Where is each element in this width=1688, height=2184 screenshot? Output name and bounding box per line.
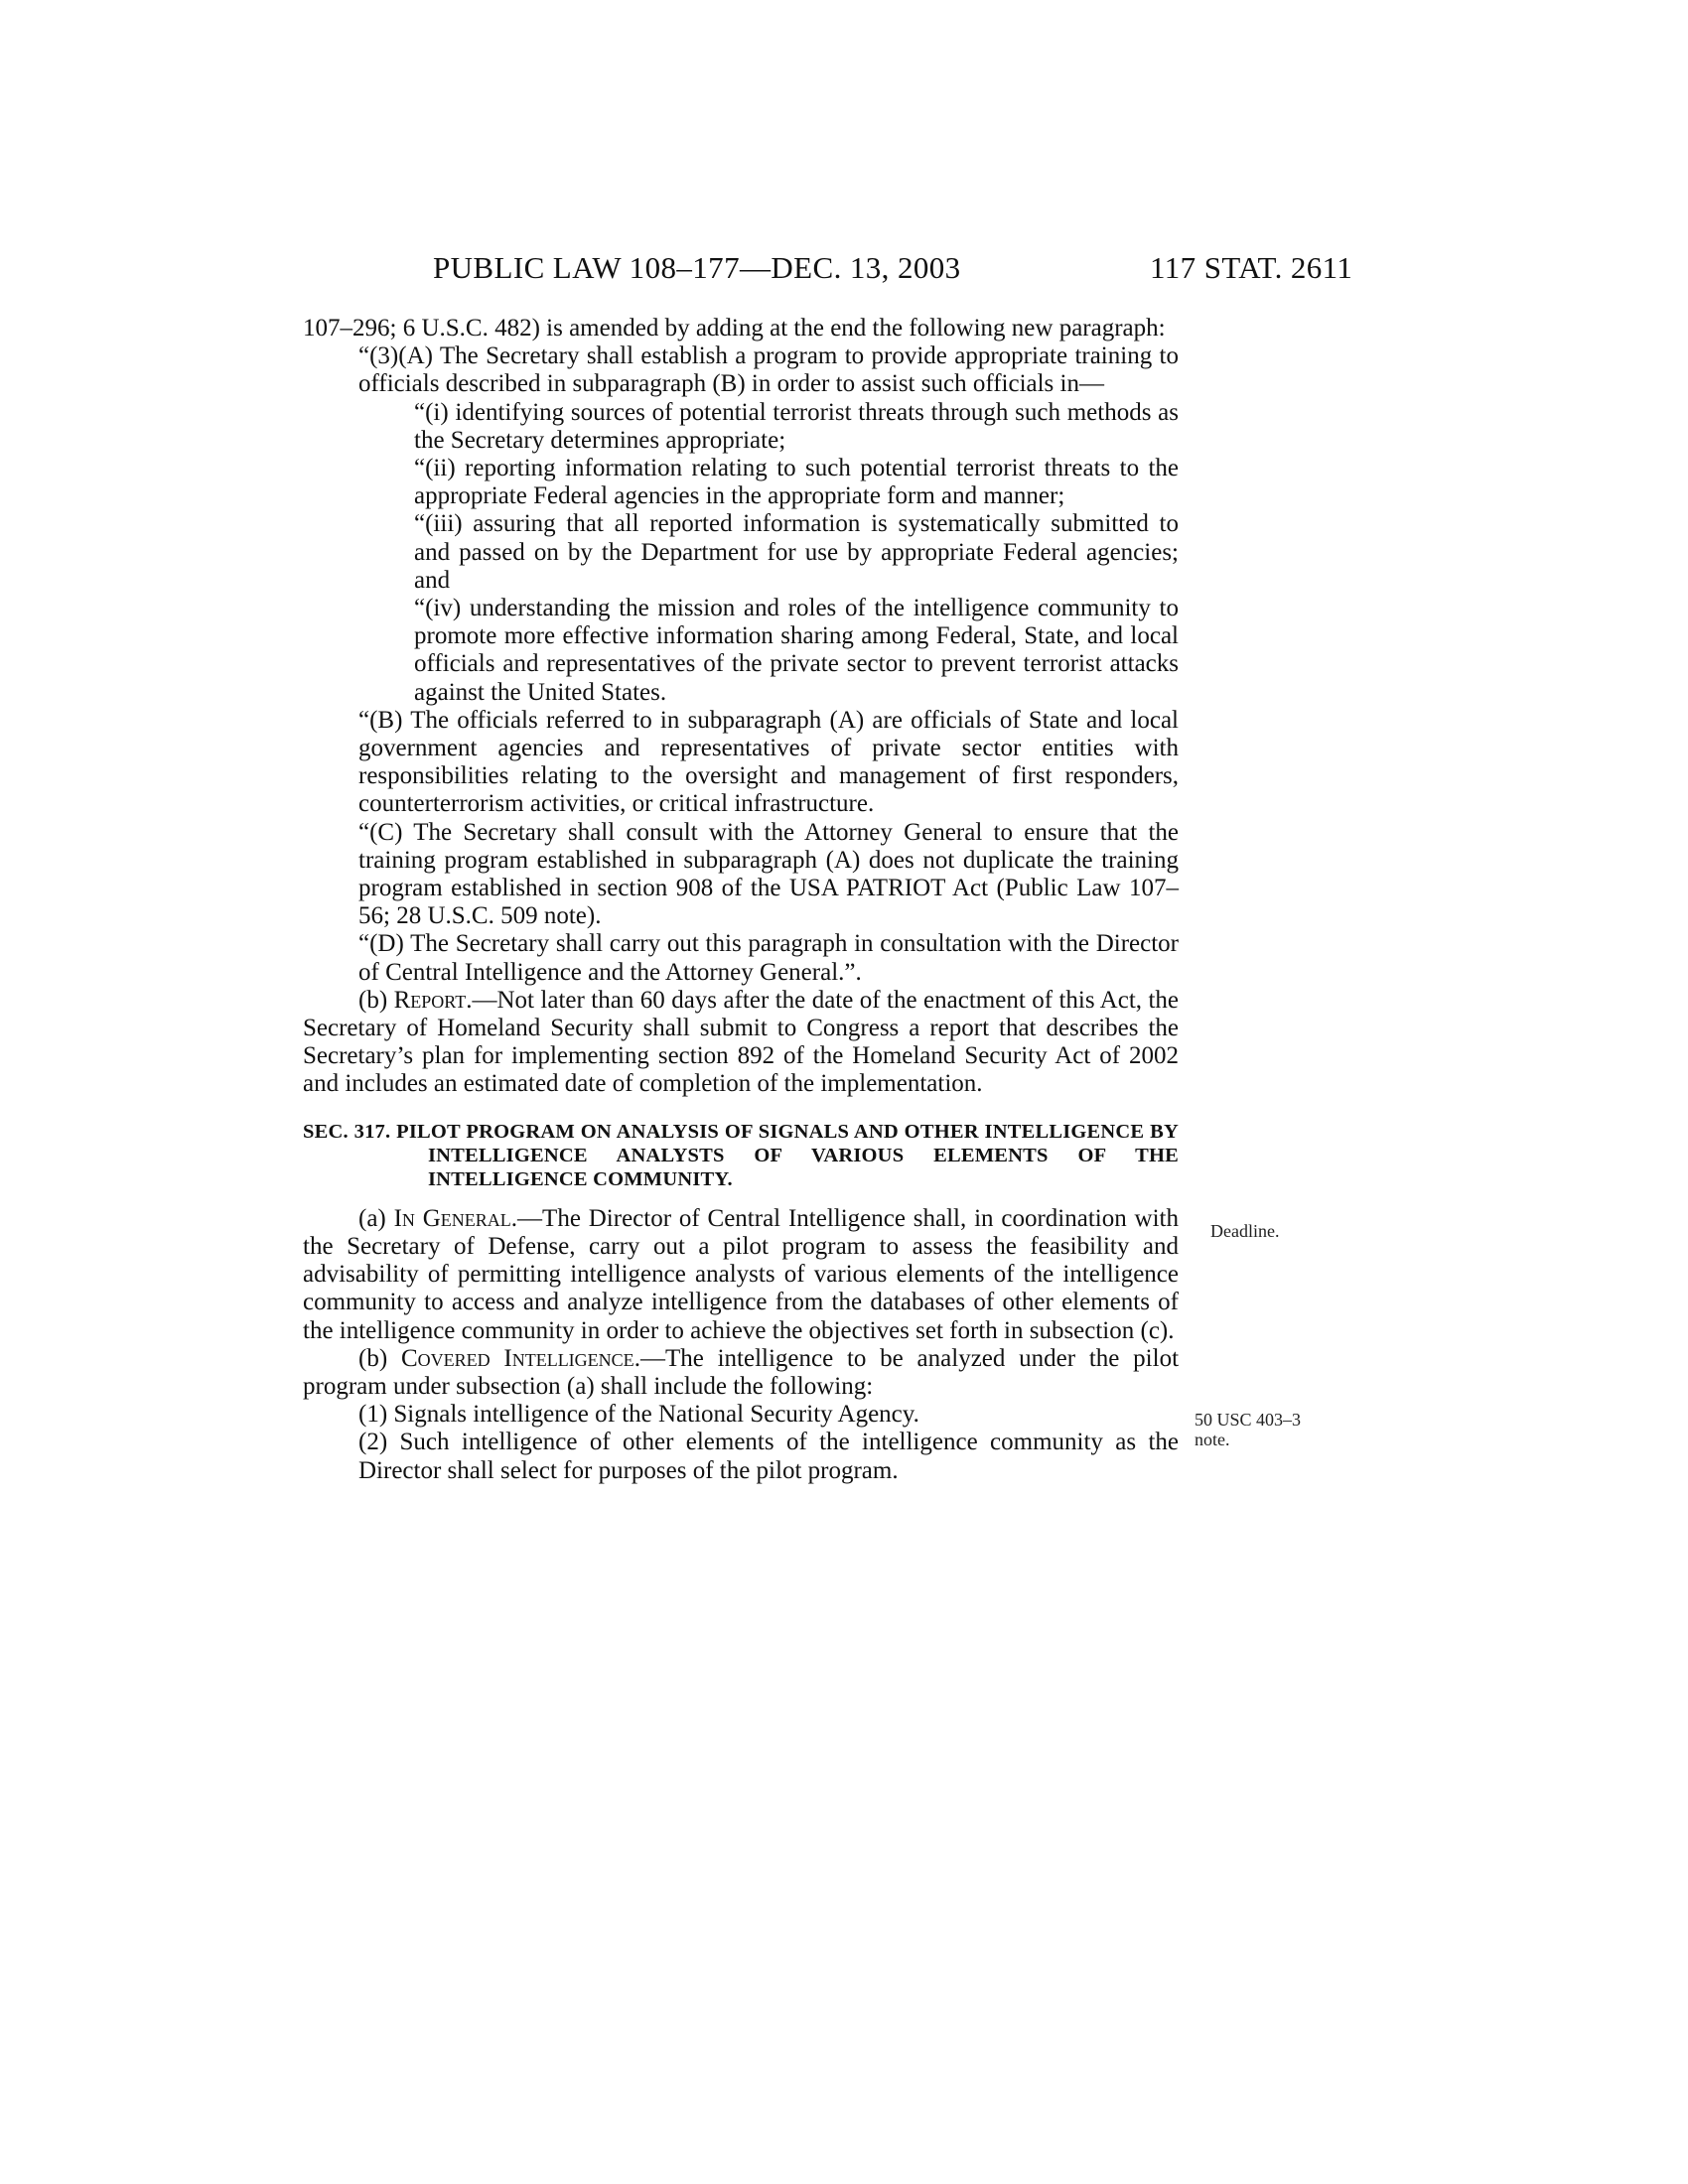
clause-iii: “(iii) assuring that all reported information is systematically submitted to and passed on by the Department for use by appropriate Federal agencies; and: [414, 510, 1179, 594]
item-2: (2) Such intelligence of other elements of the intelligence community as the Director shall select for purposes of the pilot program.: [358, 1429, 1179, 1484]
subsection-text: .—Not later than 60 days after the date of the enactment of this Act, the Secretary of Homeland Security shall submit to Congress a report that describes the Secretary’s plan for implementing section 892 of the Homeland Security Act of 2002 and includes an estimated date of completion of the implementation.: [303, 986, 1179, 1098]
subsection-heading: Report: [393, 986, 467, 1014]
paragraph-continuation: 107–296; 6 U.S.C. 482) is amended by adding at the end the following new paragraph:: [303, 315, 1166, 341]
paragraph-3A: “(3)(A) The Secretary shall establish a program to provide appropriate training to officials described in subparagraph (B) in order to assist such officials in—: [358, 342, 1179, 398]
subsection-lead: (b): [358, 986, 394, 1014]
subsection-b-report: [303, 987, 1179, 1099]
subparagraph-B: “(B) The officials referred to in subparagraph (A) are officials of State and local government agencies and representatives of private sector entities with responsibilities relating to the oversight and management of first responders, counterterrorism activities, or critical infrastructure.: [358, 706, 1179, 818]
margin-note-deadline: Deadline.: [1210, 1221, 1280, 1241]
clause-iv: “(iv) understanding the mission and roles of the intelligence community to promote more effective information sharing among Federal, State, and local officials and representatives of the private sector to prevent terrorist attacks against the United States.: [414, 595, 1179, 706]
subsection-lead: (b): [358, 1344, 401, 1372]
clause-i: “(i) identifying sources of potential terrorist threats through such methods as the Secretary determines appropriate;: [414, 398, 1179, 454]
clause-ii: “(ii) reporting information relating to such potential terrorist threats to the appropriate Federal agencies in the appropriate form and manner;: [414, 455, 1179, 510]
subparagraph-D: “(D) The Secretary shall carry out this paragraph in consultation with the Director of Central Intelligence and the Attorney General.”.: [358, 930, 1179, 986]
margin-note-usc-citation: 50 USC 403–3: [1195, 1410, 1302, 1430]
running-header-page-number: 117 STAT. 2611: [1150, 250, 1353, 285]
subparagraph-C: “(C) The Secretary shall consult with the Attorney General to ensure that the training program established in subparagraph (A) does not duplicate the training program established in section 908 of the USA PATRIOT Act (Public Law 107–56; 28 U.S.C. 509 note).: [358, 818, 1179, 930]
statute-body: [303, 315, 1179, 1485]
subsection-b-covered: [303, 1345, 1179, 1401]
subsection-text: .—The intelligence to be analyzed under the pilot program under subsection (a) shall include the following:: [303, 1344, 1180, 1400]
subsection-heading: Covered Intelligence: [400, 1344, 634, 1372]
margin-note-usc: [1195, 1410, 1301, 1449]
subsection-lead: (a): [358, 1204, 394, 1232]
subsection-text: .—The Director of Central Intelligence shall, in coordination with the Secretary of Defense, carry out a pilot program to assess the feasibility and advisability of permitting intelligence analysts of various elements of the intelligence community to access and analyze intelligence from the databases of other elements of the intelligence community in order to achieve the objectives set forth in subsection (c).: [303, 1204, 1179, 1344]
section-heading: SEC. 317. PILOT PROGRAM ON ANALYSIS OF SIGNALS AND OTHER INTELLIGENCE BY INTELLIGENCE ANALYSTS OF VARIOUS ELEMENTS OF THE INTELLIGENCE COMMUNITY.: [303, 1120, 1179, 1190]
item-1: (1) Signals intelligence of the National Security Agency.: [358, 1401, 919, 1429]
margin-note-usc-note: note.: [1195, 1430, 1230, 1449]
subsection-a-general: [303, 1205, 1179, 1345]
subsection-heading: In General: [393, 1204, 511, 1232]
running-header-left: PUBLIC LAW 108–177—DEC. 13, 2003: [433, 250, 961, 285]
